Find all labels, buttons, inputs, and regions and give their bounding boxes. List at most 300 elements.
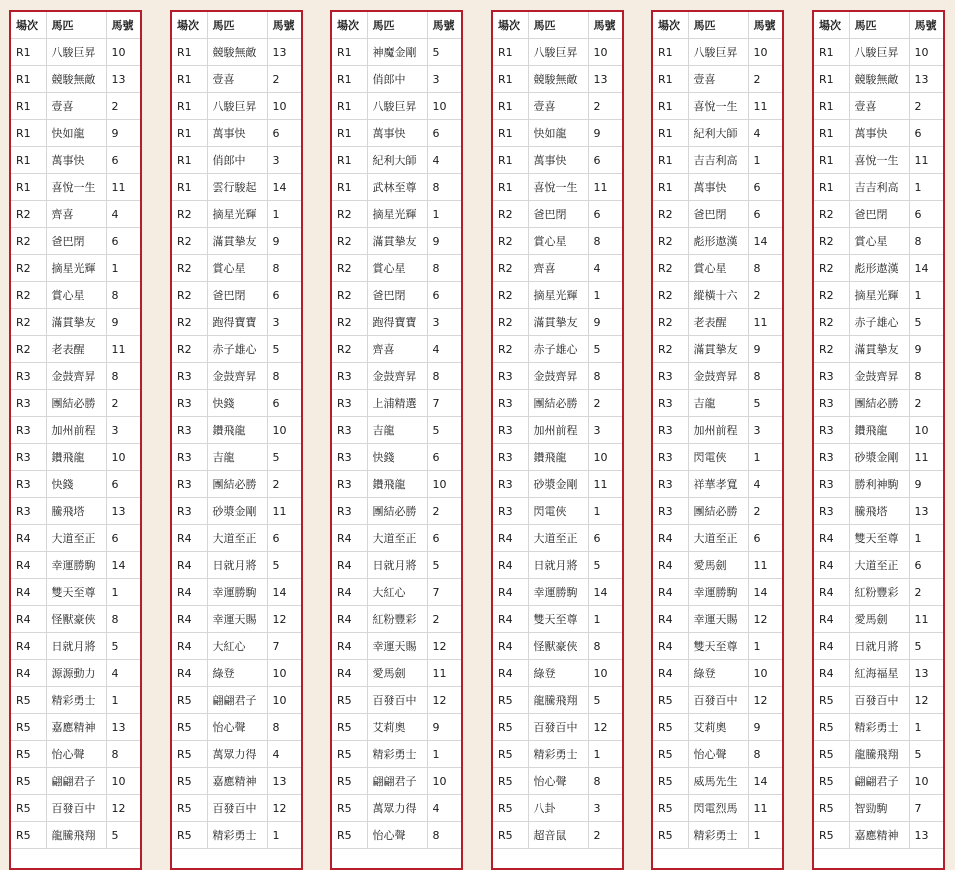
race-cell: R4: [11, 606, 46, 633]
horse-number-cell: 2: [748, 66, 784, 93]
table-row: [493, 201, 624, 228]
race-cell: R2: [493, 255, 528, 282]
horse-name-cell: 快如龍: [528, 120, 588, 147]
table-row: [172, 795, 303, 822]
table-row: [814, 525, 945, 552]
race-cell: R1: [11, 120, 46, 147]
horse-number-cell: 1: [748, 444, 784, 471]
horse-number-cell: 8: [267, 255, 303, 282]
race-header: 場次: [172, 12, 207, 39]
race-cell: R2: [332, 201, 367, 228]
horse-name-cell: 愛馬劍: [849, 606, 909, 633]
horse-number-cell: 1: [909, 525, 945, 552]
horse-name-cell: 鑽飛龍: [849, 417, 909, 444]
table-row: [814, 363, 945, 390]
horse-header: 馬匹: [849, 12, 909, 39]
race-cell: R2: [11, 336, 46, 363]
table-row: [814, 147, 945, 174]
horse-number-cell: 1: [588, 498, 624, 525]
horse-number-cell: 8: [748, 363, 784, 390]
table-row: [493, 525, 624, 552]
race-cell: R1: [493, 93, 528, 120]
horse-number-cell: 2: [748, 498, 784, 525]
horse-number-cell: 11: [106, 174, 142, 201]
table-row: [11, 390, 142, 417]
table-row: [493, 471, 624, 498]
race-cell: R5: [653, 768, 688, 795]
horse-number-cell: 8: [106, 741, 142, 768]
table-row: [653, 390, 784, 417]
horse-number-cell: 13: [909, 822, 945, 849]
table-row: [814, 417, 945, 444]
race-cell: R5: [332, 795, 367, 822]
race-cell: R1: [814, 39, 849, 66]
horse-number-cell: 5: [427, 417, 463, 444]
horse-name-cell: 祥華孝寬: [688, 471, 748, 498]
horse-name-cell: 喜悅一生: [46, 174, 106, 201]
table-row: [653, 714, 784, 741]
horse-number-cell: 5: [267, 336, 303, 363]
horse-name-cell: 縱橫十六: [688, 282, 748, 309]
table-row: [172, 336, 303, 363]
race-cell: R4: [493, 525, 528, 552]
horse-number-cell: 1: [588, 741, 624, 768]
table-row: [653, 282, 784, 309]
horse-name-cell: 鑽飛龍: [207, 417, 267, 444]
race-cell: R4: [653, 633, 688, 660]
race-cell: R1: [653, 174, 688, 201]
horse-name-cell: 日就月將: [367, 552, 427, 579]
horse-name-cell: 赤子雄心: [207, 336, 267, 363]
horse-number-cell: 3: [427, 309, 463, 336]
horse-number-cell: 2: [748, 282, 784, 309]
horse-name-cell: 喜悅一生: [849, 147, 909, 174]
horse-name-cell: 摘星光輝: [849, 282, 909, 309]
race-cell: R2: [172, 309, 207, 336]
horse-number-cell: 6: [267, 390, 303, 417]
race-cell: R5: [814, 714, 849, 741]
horse-number-cell: 11: [748, 93, 784, 120]
table-row: [11, 120, 142, 147]
horse-name-cell: 喜悅一生: [528, 174, 588, 201]
table-row: [11, 282, 142, 309]
race-cell: R5: [653, 714, 688, 741]
horse-number-cell: 6: [427, 282, 463, 309]
table-row: [653, 93, 784, 120]
table-row: [332, 66, 463, 93]
horse-name-cell: 百發百中: [46, 795, 106, 822]
horse-number-cell: 6: [427, 120, 463, 147]
race-cell: R4: [493, 660, 528, 687]
race-cell: R1: [11, 66, 46, 93]
table-row: [332, 120, 463, 147]
table-row: [11, 579, 142, 606]
horse-number-cell: 8: [267, 363, 303, 390]
table-row: [332, 660, 463, 687]
horse-number-cell: 6: [748, 174, 784, 201]
horse-name-cell: 嘉應精神: [207, 768, 267, 795]
horse-name-cell: 萬眾力得: [367, 795, 427, 822]
horse-number-cell: 11: [909, 147, 945, 174]
race-cell: R5: [653, 741, 688, 768]
race-cell: R1: [332, 147, 367, 174]
table-row: [493, 417, 624, 444]
horse-name-cell: 爸巴閉: [207, 282, 267, 309]
table-row: [493, 687, 624, 714]
horse-name-cell: 綠登: [688, 660, 748, 687]
horse-number-cell: 5: [267, 444, 303, 471]
race-cell: R5: [814, 822, 849, 849]
horse-number-cell: 3: [267, 309, 303, 336]
race-cell: R2: [653, 255, 688, 282]
race-cell: R2: [493, 309, 528, 336]
horse-name-cell: 賞心星: [46, 282, 106, 309]
race-cell: R3: [653, 444, 688, 471]
race-cell: R4: [332, 579, 367, 606]
table-row: [11, 255, 142, 282]
horse-name-cell: 幸運天賜: [688, 606, 748, 633]
horse-number-cell: 10: [427, 471, 463, 498]
horse-name-cell: 百發百中: [849, 687, 909, 714]
horse-name-cell: 源源動力: [46, 660, 106, 687]
horse-number-cell: 8: [588, 228, 624, 255]
race-table: [172, 12, 303, 849]
table-row: [814, 552, 945, 579]
race-header: 場次: [814, 12, 849, 39]
horse-name-cell: 雙天至尊: [528, 606, 588, 633]
race-cell: R2: [653, 201, 688, 228]
table-row: [332, 768, 463, 795]
horse-name-cell: 龍騰飛翔: [528, 687, 588, 714]
horse-number-cell: 8: [427, 255, 463, 282]
table-row: [653, 822, 784, 849]
table-row: [11, 309, 142, 336]
horse-number-cell: 4: [267, 741, 303, 768]
race-cell: R1: [11, 39, 46, 66]
table-row: [332, 606, 463, 633]
horse-number-cell: 1: [748, 633, 784, 660]
horse-name-cell: 老表醒: [46, 336, 106, 363]
horse-name-cell: 喜悅一生: [688, 93, 748, 120]
table-row: [11, 768, 142, 795]
table-4: [491, 10, 624, 870]
horse-name-cell: 金鼓齊昇: [849, 363, 909, 390]
horse-name-cell: 精彩勇士: [46, 687, 106, 714]
table-row: [172, 417, 303, 444]
race-cell: R4: [493, 633, 528, 660]
horse-number-cell: 10: [748, 39, 784, 66]
race-cell: R5: [332, 687, 367, 714]
horse-name-cell: 翩翩君子: [367, 768, 427, 795]
horse-number-cell: 9: [588, 120, 624, 147]
horse-number-cell: 1: [267, 822, 303, 849]
horse-name-cell: 八駿巨昇: [207, 93, 267, 120]
table-row: [653, 606, 784, 633]
race-cell: R5: [493, 714, 528, 741]
horse-name-cell: 怡心聲: [688, 741, 748, 768]
race-cell: R1: [493, 147, 528, 174]
race-cell: R5: [332, 741, 367, 768]
race-cell: R3: [493, 390, 528, 417]
horse-name-cell: 大紅心: [207, 633, 267, 660]
table-row: [11, 228, 142, 255]
table-row: [332, 417, 463, 444]
race-cell: R2: [332, 336, 367, 363]
horse-name-cell: 快錢: [46, 471, 106, 498]
race-cell: R3: [172, 471, 207, 498]
horse-name-cell: 武林至尊: [367, 174, 427, 201]
table-row: [172, 147, 303, 174]
table-row: [814, 282, 945, 309]
horse-name-cell: 鑽飛龍: [46, 444, 106, 471]
horse-name-cell: 摘星光輝: [207, 201, 267, 228]
horse-number-cell: 4: [427, 795, 463, 822]
table-2: [170, 10, 303, 870]
race-table: [11, 12, 142, 849]
horse-header: 馬匹: [46, 12, 106, 39]
table-row: [814, 39, 945, 66]
race-cell: R4: [172, 606, 207, 633]
horse-number-cell: 3: [588, 417, 624, 444]
race-cell: R3: [493, 444, 528, 471]
race-cell: R4: [332, 525, 367, 552]
table-row: [11, 336, 142, 363]
horse-name-cell: 紀利大師: [367, 147, 427, 174]
race-cell: R1: [814, 66, 849, 93]
horse-number-cell: 2: [106, 390, 142, 417]
race-cell: R3: [493, 498, 528, 525]
horse-name-cell: 精彩勇士: [849, 714, 909, 741]
table-row: [814, 768, 945, 795]
table-row: [493, 660, 624, 687]
table-row: [493, 93, 624, 120]
race-cell: R4: [653, 525, 688, 552]
table-row: [653, 417, 784, 444]
race-cell: R5: [332, 822, 367, 849]
horse-name-cell: 壹喜: [528, 93, 588, 120]
horse-number-cell: 9: [106, 309, 142, 336]
race-cell: R2: [172, 201, 207, 228]
horse-name-cell: 競駿無敵: [528, 66, 588, 93]
race-cell: R3: [814, 471, 849, 498]
horse-number-cell: 6: [588, 147, 624, 174]
table-row: [493, 768, 624, 795]
horse-name-cell: 加州前程: [688, 417, 748, 444]
table-row: [653, 633, 784, 660]
race-cell: R2: [11, 228, 46, 255]
horse-number-cell: 9: [427, 228, 463, 255]
horse-number-cell: 3: [588, 795, 624, 822]
horse-number-cell: 9: [909, 471, 945, 498]
horse-number-cell: 9: [748, 336, 784, 363]
table-row: [172, 741, 303, 768]
horse-number-cell: 12: [748, 606, 784, 633]
horse-name-cell: 上浦精選: [367, 390, 427, 417]
horse-name-cell: 團結必勝: [46, 390, 106, 417]
table-row: [172, 660, 303, 687]
table-row: [653, 768, 784, 795]
horse-number-cell: 8: [427, 822, 463, 849]
table-row: [11, 498, 142, 525]
race-cell: R2: [332, 282, 367, 309]
race-cell: R2: [653, 282, 688, 309]
table-row: [172, 714, 303, 741]
horse-number-cell: 6: [909, 120, 945, 147]
table-row: [653, 336, 784, 363]
header-row: [814, 12, 945, 39]
horse-number-cell: 3: [106, 417, 142, 444]
race-cell: R4: [332, 633, 367, 660]
race-cell: R3: [172, 417, 207, 444]
horse-name-cell: 團結必勝: [367, 498, 427, 525]
table-row: [332, 282, 463, 309]
table-row: [814, 579, 945, 606]
race-cell: R2: [814, 201, 849, 228]
table-row: [11, 795, 142, 822]
race-cell: R2: [172, 282, 207, 309]
horse-name-cell: 滿貫摯友: [849, 336, 909, 363]
race-cell: R5: [172, 741, 207, 768]
race-cell: R3: [11, 363, 46, 390]
horse-name-cell: 賞心星: [688, 255, 748, 282]
race-cell: R1: [493, 39, 528, 66]
horse-number-cell: 5: [748, 390, 784, 417]
horse-number-cell: 1: [588, 282, 624, 309]
table-row: [653, 552, 784, 579]
race-cell: R1: [493, 66, 528, 93]
horse-number-cell: 4: [748, 471, 784, 498]
horse-number-cell: 8: [588, 768, 624, 795]
horse-number-cell: 4: [427, 147, 463, 174]
race-cell: R1: [814, 147, 849, 174]
table-row: [814, 795, 945, 822]
horse-name-cell: 勝利神駒: [849, 471, 909, 498]
race-cell: R2: [814, 282, 849, 309]
horse-name-cell: 金鼓齊昇: [46, 363, 106, 390]
horse-number-cell: 1: [909, 282, 945, 309]
race-cell: R3: [172, 498, 207, 525]
race-cell: R3: [11, 498, 46, 525]
horse-number-cell: 6: [588, 201, 624, 228]
number-header: 馬號: [748, 12, 784, 39]
horse-number-cell: 7: [909, 795, 945, 822]
horse-number-cell: 10: [267, 417, 303, 444]
horse-name-cell: 紅粉豐彩: [367, 606, 427, 633]
horse-name-cell: 萬事快: [46, 147, 106, 174]
table-row: [493, 66, 624, 93]
horse-name-cell: 神魔金剛: [367, 39, 427, 66]
race-cell: R4: [172, 525, 207, 552]
race-cell: R4: [814, 579, 849, 606]
horse-name-cell: 砂漿金剛: [207, 498, 267, 525]
horse-name-cell: 賞心星: [849, 228, 909, 255]
race-cell: R4: [814, 525, 849, 552]
horse-name-cell: 跑得寶寶: [367, 309, 427, 336]
race-cell: R5: [332, 768, 367, 795]
horse-number-cell: 12: [427, 633, 463, 660]
race-cell: R5: [814, 741, 849, 768]
horse-number-cell: 14: [267, 579, 303, 606]
table-row: [493, 606, 624, 633]
horse-number-cell: 6: [267, 525, 303, 552]
horse-number-cell: 10: [909, 39, 945, 66]
horse-name-cell: 金鼓齊昇: [688, 363, 748, 390]
horse-name-cell: 怡心聲: [46, 741, 106, 768]
horse-number-cell: 6: [427, 525, 463, 552]
number-header: 馬號: [427, 12, 463, 39]
horse-number-cell: 5: [909, 741, 945, 768]
race-cell: R5: [814, 795, 849, 822]
horse-number-cell: 11: [588, 174, 624, 201]
race-cell: R2: [653, 228, 688, 255]
table-row: [172, 498, 303, 525]
horse-name-cell: 怪獸豪俠: [528, 633, 588, 660]
horse-number-cell: 9: [588, 309, 624, 336]
header-row: [653, 12, 784, 39]
race-cell: R3: [332, 498, 367, 525]
horse-name-cell: 團結必勝: [528, 390, 588, 417]
race-cell: R5: [653, 795, 688, 822]
horse-number-cell: 6: [588, 525, 624, 552]
race-cell: R4: [653, 660, 688, 687]
horse-name-cell: 幸運勝駒: [528, 579, 588, 606]
table-1: [9, 10, 142, 870]
horse-name-cell: 俏郎中: [367, 66, 427, 93]
table-row: [11, 660, 142, 687]
table-row: [11, 363, 142, 390]
table-row: [814, 660, 945, 687]
race-cell: R3: [11, 417, 46, 444]
horse-number-cell: 6: [106, 471, 142, 498]
header-row: [493, 12, 624, 39]
race-cell: R2: [11, 282, 46, 309]
race-cell: R1: [814, 120, 849, 147]
horse-number-cell: 6: [748, 525, 784, 552]
race-cell: R1: [172, 66, 207, 93]
table-row: [653, 120, 784, 147]
horse-name-cell: 閃電俠: [528, 498, 588, 525]
horse-name-cell: 騰飛塔: [46, 498, 106, 525]
table-row: [814, 255, 945, 282]
horse-name-cell: 日就月將: [528, 552, 588, 579]
table-row: [332, 309, 463, 336]
race-cell: R4: [814, 606, 849, 633]
horse-number-cell: 1: [748, 147, 784, 174]
race-cell: R2: [172, 255, 207, 282]
table-row: [332, 336, 463, 363]
table-row: [653, 147, 784, 174]
race-cell: R3: [653, 498, 688, 525]
horse-name-cell: 滿貫摯友: [46, 309, 106, 336]
table-row: [172, 579, 303, 606]
horse-number-cell: 4: [106, 660, 142, 687]
horse-name-cell: 滿貫摯友: [528, 309, 588, 336]
horse-number-cell: 3: [427, 66, 463, 93]
table-row: [332, 201, 463, 228]
race-cell: R1: [172, 93, 207, 120]
horse-number-cell: 13: [106, 66, 142, 93]
horse-name-cell: 賞心星: [207, 255, 267, 282]
horse-number-cell: 10: [427, 768, 463, 795]
horse-name-cell: 雲行駿起: [207, 174, 267, 201]
horse-name-cell: 八駿巨昇: [688, 39, 748, 66]
horse-name-cell: 爸巴閉: [849, 201, 909, 228]
race-cell: R5: [11, 741, 46, 768]
race-table: [332, 12, 463, 849]
horse-number-cell: 8: [909, 228, 945, 255]
table-row: [11, 93, 142, 120]
table-row: [493, 282, 624, 309]
